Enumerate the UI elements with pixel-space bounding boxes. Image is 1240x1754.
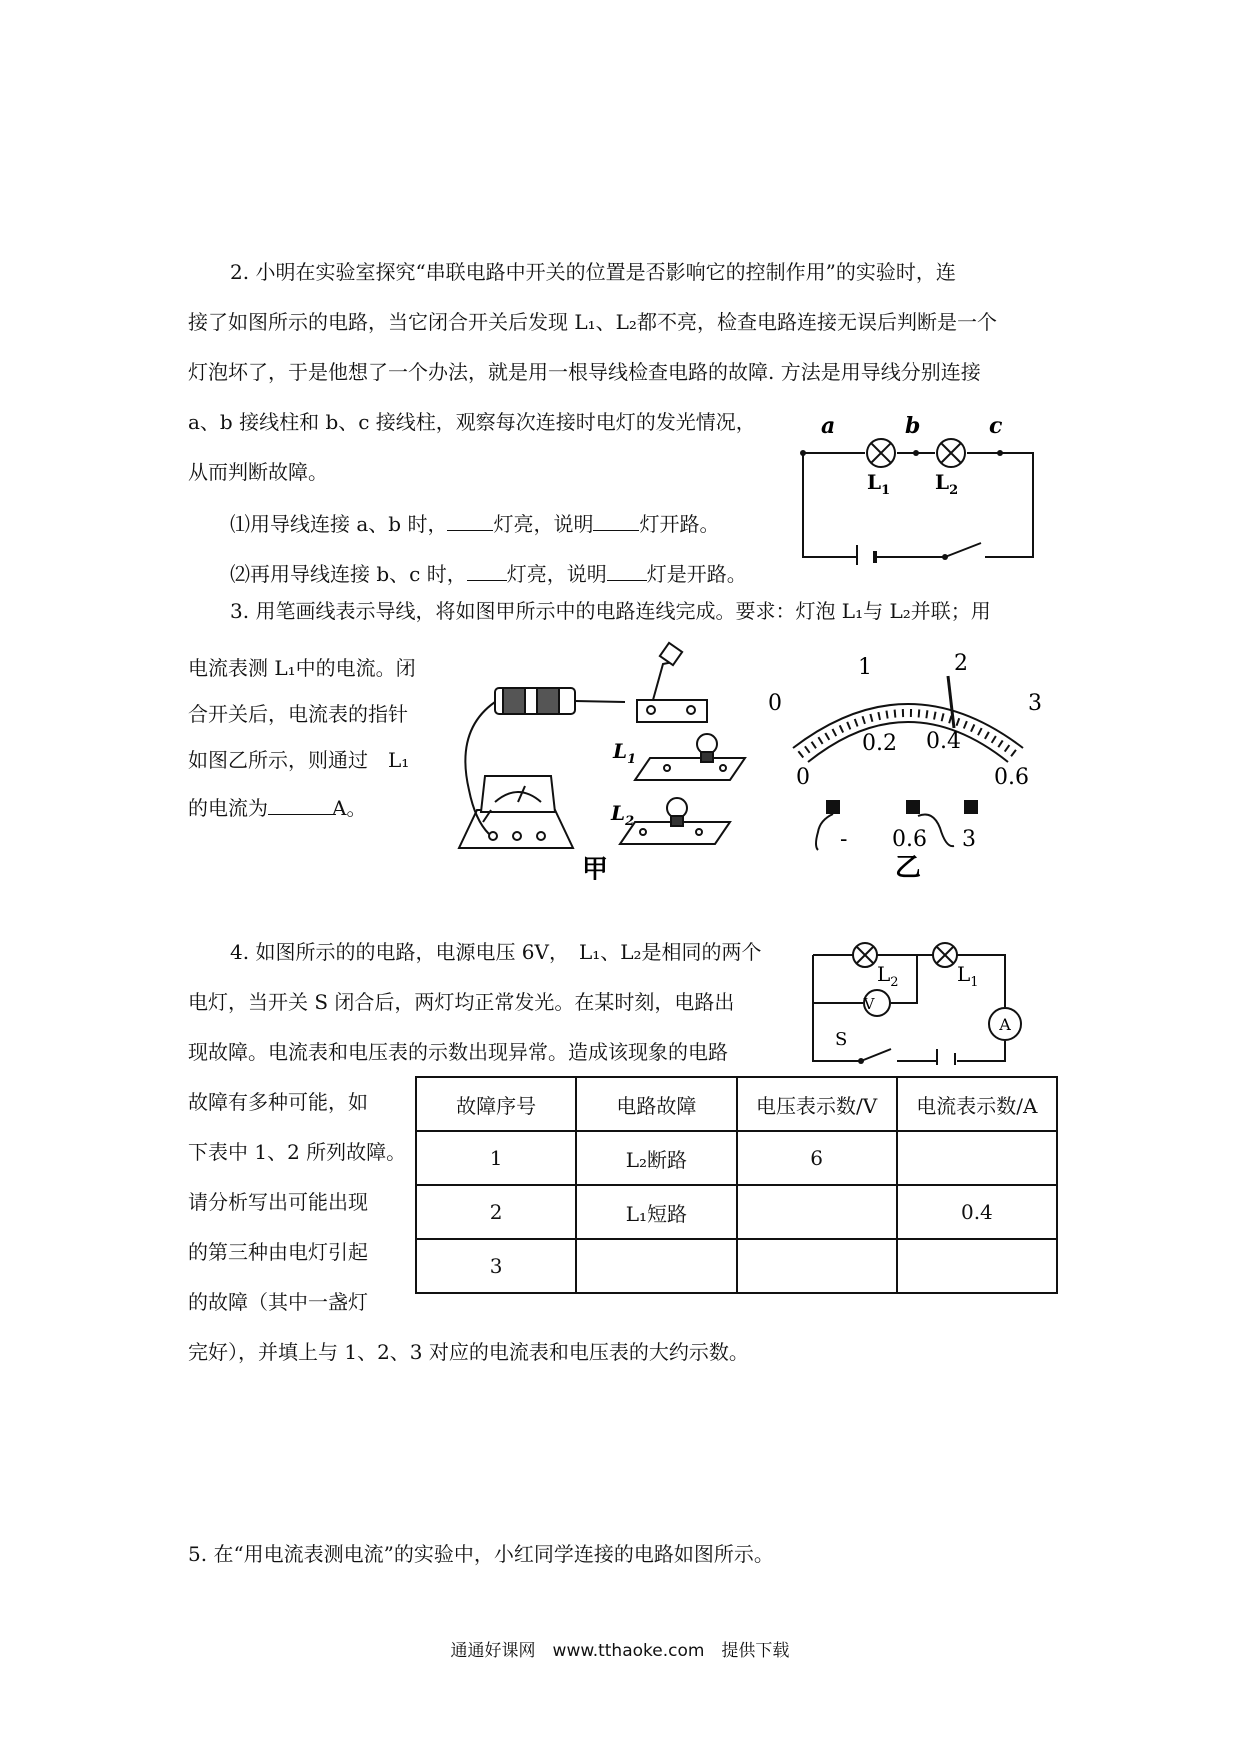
q3-side-4-text-b: A。 <box>332 796 367 820</box>
q4-line-1: 4. 如图所示的的电路，电源电压 6V， L₁、L₂是相同的两个 <box>230 940 762 964</box>
q3-figure-jia <box>455 640 755 880</box>
terminal-b-dot <box>913 450 919 456</box>
q2-line-5: 从而判断故障。 <box>188 460 328 484</box>
terminal-a-dot <box>800 450 806 456</box>
q2-sub1-blank-2[interactable] <box>593 508 639 531</box>
q4-circuit-figure <box>805 925 1035 1065</box>
q4-label-l2: $L_2$ <box>877 962 899 990</box>
q3-current-blank[interactable] <box>268 792 332 815</box>
table-cell-input[interactable] <box>576 1239 736 1293</box>
q2-subquestion-1 <box>230 508 719 538</box>
q2-sub2-text-a: ⑵再用导线连接 b、c 时， <box>230 562 467 586</box>
q2-sub2-text-b: 灯亮，说明 <box>506 562 607 586</box>
figure-caption-yi: 乙 <box>894 853 922 880</box>
q3-figure-yi-ammeter-dial <box>758 650 1058 880</box>
switch-label: S <box>835 1029 848 1050</box>
q3-line-1: 3. 用笔画线表示导线，将如图甲所示中的电路连线完成。要求：灯泡 L₁与 L₂并联；用 <box>230 599 991 623</box>
q4-side-1: 故障有多种可能，如 <box>188 1090 368 1114</box>
terminal-label-0.6: 0.6 <box>892 827 927 852</box>
dial-top-2: 2 <box>954 651 968 676</box>
label-l2: $L_2$ <box>935 470 959 498</box>
table-row <box>416 1185 1057 1239</box>
q3-side-3: 如图乙所示，则通过 L₁ <box>188 748 410 772</box>
table-row <box>416 1131 1057 1185</box>
table-cell-input[interactable] <box>737 1239 897 1293</box>
table-row <box>416 1239 1057 1293</box>
dial-bottom-0: 0 <box>796 765 810 790</box>
q2-series-circuit-figure <box>795 405 1045 565</box>
jia-label-l1: $L_1$ <box>613 739 637 767</box>
table-cell: 2 <box>416 1185 576 1239</box>
table-cell-input[interactable] <box>737 1185 897 1239</box>
table-cell-input[interactable] <box>897 1131 1057 1185</box>
table-cell: L₂断路 <box>576 1131 736 1185</box>
table-header-cell: 电流表示数/A <box>897 1077 1057 1131</box>
dial-top-0: 0 <box>768 691 782 716</box>
label-a: a <box>821 413 836 439</box>
dial-bottom-0.4: 0.4 <box>926 729 961 754</box>
table-cell: 1 <box>416 1131 576 1185</box>
q2-sub1-text-b: 灯亮，说明 <box>493 512 594 536</box>
table-cell: 3 <box>416 1239 576 1293</box>
q2-line-2: 接了如图所示的电路，当它闭合开关后发现 L₁、L₂都不亮，检查电路连接无误后判断是一个 <box>188 310 997 334</box>
q4-side-5: 的故障（其中一盏灯 <box>188 1290 368 1314</box>
dial-top-1: 1 <box>858 655 872 680</box>
table-cell: 0.4 <box>897 1185 1057 1239</box>
q2-sub1-text-a: ⑴用导线连接 a、b 时， <box>230 512 448 536</box>
terminal-label-minus: - <box>840 827 848 852</box>
q3-side-1: 电流表测 L₁中的电流。闭 <box>188 656 416 680</box>
label-b: b <box>905 413 921 439</box>
ammeter-label: A <box>999 1015 1011 1034</box>
terminal-c-dot <box>997 450 1003 456</box>
table-header-row <box>416 1077 1057 1131</box>
fault-table <box>415 1076 1058 1294</box>
q2-subquestion-2 <box>230 558 747 588</box>
q2-sub1-blank-1[interactable] <box>447 508 493 531</box>
table-header-cell: 电压表示数/V <box>737 1077 897 1131</box>
q2-line-4: a、b 接线柱和 b、c 接线柱，观察每次连接时电灯的发光情况， <box>188 410 756 434</box>
terminal-label-3: 3 <box>962 827 976 852</box>
q3-side-2: 合开关后，电流表的指针 <box>188 702 408 726</box>
table-cell-input[interactable] <box>897 1239 1057 1293</box>
dial-bottom-0.2: 0.2 <box>862 731 897 756</box>
q4-label-l1: $L_1$ <box>957 962 979 990</box>
q2-sub2-blank-1[interactable] <box>467 558 507 581</box>
dial-top-3: 3 <box>1028 691 1042 716</box>
figure-caption-jia: 甲 <box>581 855 609 880</box>
q2-sub2-blank-2[interactable] <box>607 558 647 581</box>
q2-line-3: 灯泡坏了，于是他想了一个办法，就是用一根导线检查电路的故障. 方法是用导线分别连接 <box>188 360 981 384</box>
q4-side-4: 的第三种由电灯引起 <box>188 1240 368 1264</box>
terminal-minus <box>826 800 840 814</box>
q3-side-4-text-a: 的电流为 <box>188 796 268 820</box>
q2-sub2-text-c: 灯是开路。 <box>646 562 747 586</box>
q2-line-1: 2. 小明在实验室探究“串联电路中开关的位置是否影响它的控制作用”的实验时，连 <box>230 260 956 284</box>
table-cell: 6 <box>737 1131 897 1185</box>
table-cell: L₁短路 <box>576 1185 736 1239</box>
page-footer: 通通好课网 www.tthaoke.com 提供下载 <box>450 1641 790 1661</box>
q4-line-last: 完好），并填上与 1、2、3 对应的电流表和电压表的大约示数。 <box>188 1340 749 1364</box>
jia-label-l2: $L_2$ <box>611 801 635 829</box>
q4-line-2: 电灯，当开关 S 闭合后，两灯均正常发光。在某时刻，电路出 <box>188 990 735 1014</box>
table-header-cell: 故障序号 <box>416 1077 576 1131</box>
q4-side-2: 下表中 1、2 所列故障。 <box>188 1140 407 1164</box>
terminal-3 <box>964 800 978 814</box>
q4-side-3: 请分析写出可能出现 <box>188 1190 368 1214</box>
dial-bottom-0.6: 0.6 <box>994 765 1029 790</box>
terminal-0.6 <box>906 800 920 814</box>
voltmeter-label: V <box>863 995 875 1013</box>
table-header-cell: 电路故障 <box>576 1077 736 1131</box>
q3-side-4 <box>188 792 366 822</box>
label-l1: $L_1$ <box>867 470 891 498</box>
q2-sub1-text-c: 灯开路。 <box>639 512 720 536</box>
q5-line-1: 5. 在“用电流表测电流”的实验中，小红同学连接的电路如图所示。 <box>188 1542 774 1566</box>
label-c: c <box>989 413 1003 439</box>
q4-line-3: 现故障。电流表和电压表的示数出现异常。造成该现象的电路 <box>188 1040 728 1064</box>
